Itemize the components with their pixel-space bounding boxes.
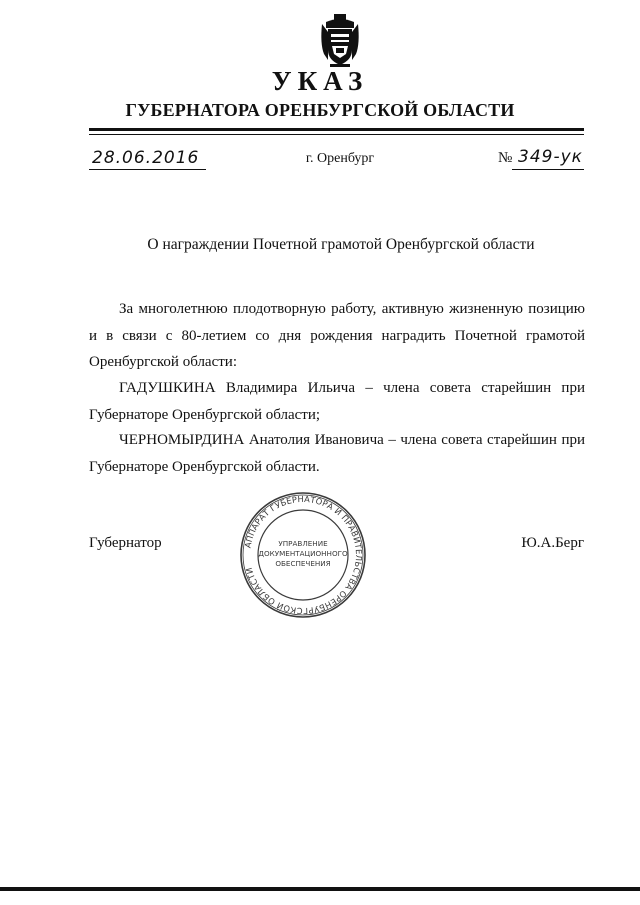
decree-number-label: № xyxy=(498,150,513,166)
official-round-stamp-icon xyxy=(238,490,368,620)
awardee-entry xyxy=(89,375,585,428)
decree-paragraph: За многолетнюю плодотворную работу, активную жизненную позицию и в связи с 80-летием со дня рождения наградить Почетной грамотой Оренбургской области: xyxy=(89,301,585,370)
stamp-inner-line: УПРАВЛЕНИЕ xyxy=(278,539,328,548)
decree-city: г. Оренбург xyxy=(305,151,375,166)
number-underline xyxy=(512,169,584,170)
stamp-inner-line: ОБЕСПЕЧЕНИЯ xyxy=(275,559,331,568)
decree-issuer: ГУБЕРНАТОРА ОРЕНБУРГСКОЙ ОБЛАСТИ xyxy=(125,100,515,120)
awardee-name: ЧЕРНОМЫРДИНА Анатолия Ивановича xyxy=(119,432,384,448)
decree-date: 28.06.2016 xyxy=(92,148,200,168)
header-divider-thin xyxy=(89,134,584,135)
decree-title: УКАЗ xyxy=(271,66,369,96)
decree-subject: О награждении Почетной грамотой Оренбургской области xyxy=(147,236,535,253)
awardee-name: ГАДУШКИНА Владимира Ильича xyxy=(119,380,356,396)
header-divider xyxy=(89,128,584,131)
orenburg-coat-of-arms-icon xyxy=(318,14,362,68)
signatory-name: Ю.А.Берг xyxy=(521,535,584,551)
stamp-outer-text: АППАРАТ ГУБЕРНАТОРА И ПРАВИТЕЛЬСТВА ОРЕНБУРГСКОЙ ОБЛАСТИ xyxy=(242,493,365,617)
date-underline xyxy=(89,169,206,170)
signatory-position: Губернатор xyxy=(89,535,162,551)
awardee-role: – члена совета старейшин при Губернаторе Оренбургской области. xyxy=(89,432,585,475)
page-bottom-border xyxy=(0,887,640,891)
stamp-inner-line: ДОКУМЕНТАЦИОННОГО xyxy=(258,549,348,558)
awardee-entry xyxy=(89,427,585,480)
awardee-role: – члена совета старейшин при Губернаторе Оренбургской области; xyxy=(89,380,585,423)
decree-number: 349-ук xyxy=(518,147,583,167)
